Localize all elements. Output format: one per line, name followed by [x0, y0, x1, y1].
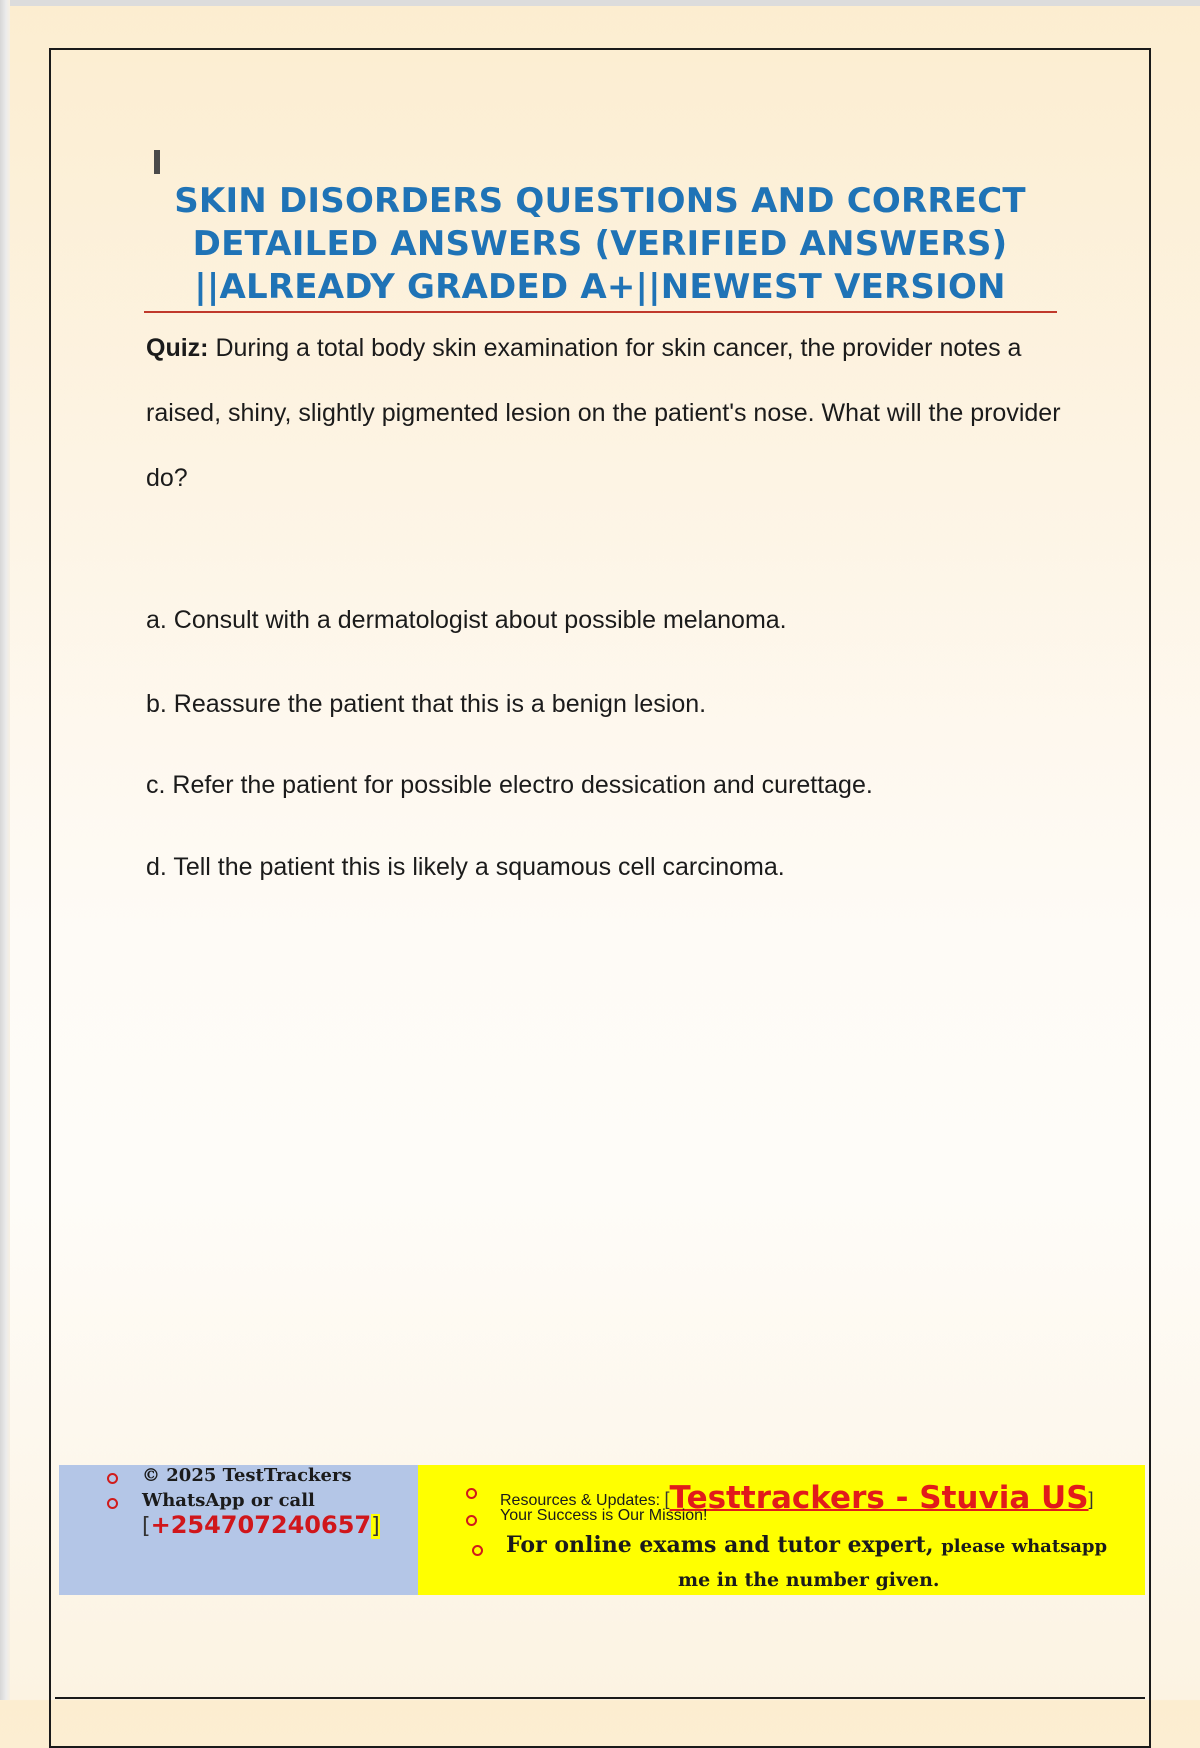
- text-cursor-mark: [154, 150, 160, 174]
- option-d: d. Tell the patient this is likely a squamous cell carcinoma.: [146, 853, 785, 881]
- footer-contact-label: WhatsApp or call: [142, 1490, 315, 1511]
- bullet-icon: [466, 1515, 477, 1526]
- title-underline: [144, 311, 1057, 313]
- option-b: b. Reassure the patient that this is a benign lesion.: [146, 690, 707, 718]
- question-body: During a total body skin examination for skin cancer, the provider notes a raised, shiny, slightly pigmented lesion on the patient's nose. What will the provider do?: [146, 334, 1061, 492]
- footer-tutor-line-1: [506, 1532, 1107, 1558]
- footer-tutor-line-2: me in the number given.: [678, 1569, 940, 1591]
- footer-resources-line: Resources & Updates: [Testtrackers - Stuvia US]: [500, 1480, 1094, 1516]
- option-a: a. Consult with a dermatologist about possible melanoma.: [146, 606, 787, 634]
- resources-label: Resources & Updates:: [500, 1492, 661, 1509]
- phone-number[interactable]: +254707240657: [150, 1511, 372, 1539]
- stuvia-link[interactable]: Testtrackers - Stuvia US: [669, 1480, 1089, 1516]
- footer-copyright: © 2025 TestTrackers: [142, 1465, 352, 1486]
- page-bottom-rule: [55, 1697, 1145, 1699]
- tutor-line-small: please whatsapp: [941, 1536, 1108, 1557]
- bullet-icon: [107, 1498, 118, 1509]
- viewer-top-edge: [0, 0, 1200, 6]
- footer-phone[interactable]: [+254707240657]: [142, 1511, 380, 1539]
- footer-mission: Your Success is Our Mission!: [500, 1507, 708, 1524]
- bullet-icon: [472, 1545, 483, 1556]
- title-line-2: DETAILED ANSWERS (VERIFIED ANSWERS): [192, 224, 1008, 264]
- bullet-icon: [466, 1488, 477, 1499]
- title-line-1: SKIN DISORDERS QUESTIONS AND CORRECT: [174, 181, 1026, 221]
- tutor-line-big: For online exams and tutor expert,: [506, 1532, 934, 1558]
- document-title: [140, 180, 1060, 309]
- option-c: c. Refer the patient for possible electro dessication and curettage.: [146, 771, 873, 799]
- bullet-icon: [107, 1473, 118, 1484]
- quiz-label: Quiz:: [146, 334, 209, 362]
- viewer-left-edge: [0, 0, 10, 1700]
- question-text: [146, 316, 1066, 511]
- title-line-3: ||ALREADY GRADED A+||NEWEST VERSION: [194, 267, 1006, 307]
